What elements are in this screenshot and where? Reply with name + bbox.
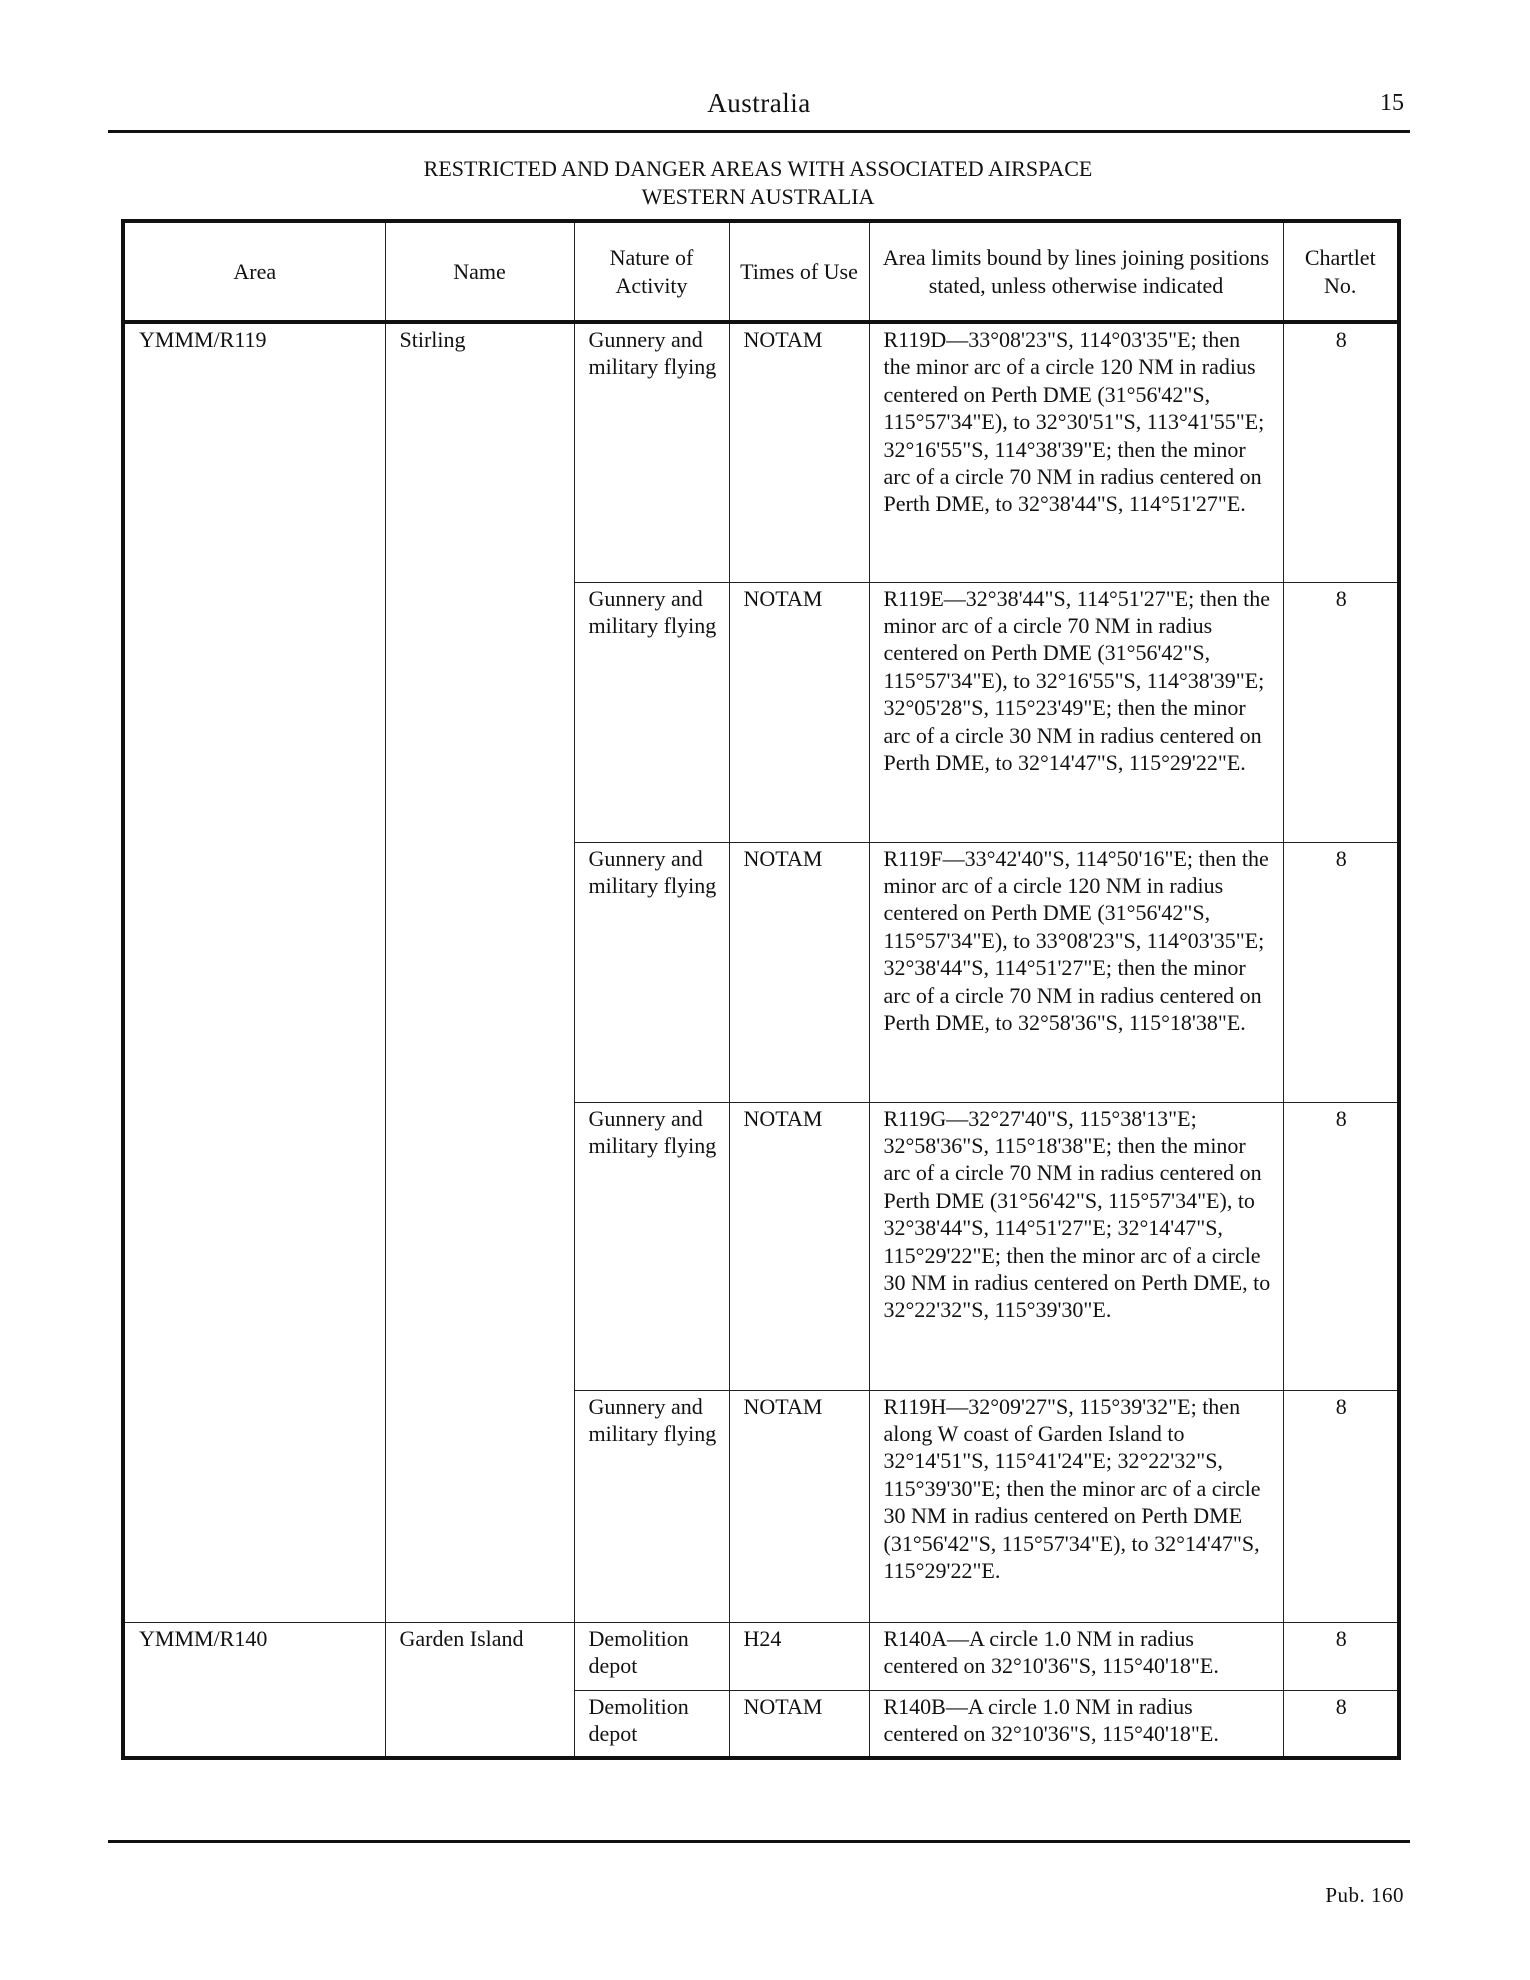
activity-cell: Gunnery and military flying	[574, 1102, 729, 1390]
column-header-times: Times of Use	[729, 221, 869, 322]
publication-label: Pub. 160	[1325, 1883, 1404, 1907]
table-row	[123, 1622, 1399, 1690]
column-header-area: Area	[123, 221, 385, 322]
page-number: 15	[1380, 90, 1404, 116]
times-cell: NOTAM	[729, 1390, 869, 1622]
times-cell: NOTAM	[729, 582, 869, 842]
chartlet-cell: 8	[1283, 322, 1399, 582]
restricted-areas-table	[121, 219, 1401, 1760]
chartlet-cell: 8	[1283, 1102, 1399, 1390]
times-cell: NOTAM	[729, 322, 869, 582]
name-cell: Stirling	[385, 322, 574, 1622]
chartlet-cell: 8	[1283, 582, 1399, 842]
limits-cell: R140A—A circle 1.0 NM in radius centered on 32°10'36"S, 115°40'18"E.	[869, 1622, 1283, 1690]
limits-cell: R119E—32°38'44"S, 114°51'27"E; then the minor arc of a circle 70 NM in radius centered on Perth DME (31°56'42"S, 115°57'34"E), to 32°16'55"S, 114°38'39"E; 32°05'28"S, 115°23'49"E; then the minor arc of a circle 30 NM in radius centered on Perth DME, to 32°14'47"S, 115°29'22"E.	[869, 582, 1283, 842]
table-header	[123, 221, 1399, 322]
limits-cell: R119H—32°09'27"S, 115°39'32"E; then along W coast of Garden Island to 32°14'51"S, 115°41'24"E; 32°22'32"S, 115°39'30"E; then the minor arc of a circle 30 NM in radius centered on Perth DME (31°56'42"S, 115°57'34"E), to 32°14'47"S, 115°29'22"E.	[869, 1390, 1283, 1622]
times-cell: NOTAM	[729, 1102, 869, 1390]
area-cell: YMMM/R119	[123, 322, 385, 1622]
table-heading-line-1: RESTRICTED AND DANGER AREAS WITH ASSOCIATED AIRSPACE	[423, 156, 1093, 181]
activity-cell: Gunnery and military flying	[574, 842, 729, 1102]
table-row	[123, 322, 1399, 582]
column-header-chartlet: Chartlet No.	[1283, 221, 1399, 322]
activity-cell: Gunnery and military flying	[574, 1390, 729, 1622]
table-heading	[120, 155, 1396, 211]
times-cell: H24	[729, 1622, 869, 1690]
activity-cell: Demolition depot	[574, 1622, 729, 1690]
area-cell: YMMM/R140	[123, 1622, 385, 1758]
table-heading-line-2: WESTERN AUSTRALIA	[641, 184, 875, 209]
times-cell: NOTAM	[729, 842, 869, 1102]
table-body	[123, 322, 1399, 1758]
activity-cell: Gunnery and military flying	[574, 582, 729, 842]
page-title: Australia	[707, 88, 811, 118]
chartlet-cell: 8	[1283, 1690, 1399, 1758]
page-footer	[108, 1840, 1410, 1907]
limits-cell: R119D—33°08'23"S, 114°03'35"E; then the minor arc of a circle 120 NM in radius centered on Perth DME (31°56'42"S, 115°57'34"E), to 32°30'51"S, 113°41'55"E; 32°16'55"S, 114°38'39"E; then the minor arc of a circle 70 NM in radius centered on Perth DME, to 32°38'44"S, 114°51'27"E.	[869, 322, 1283, 582]
activity-cell: Gunnery and military flying	[574, 322, 729, 582]
column-header-limits: Area limits bound by lines joining positions stated, unless otherwise indicated	[869, 221, 1283, 322]
times-cell: NOTAM	[729, 1690, 869, 1758]
limits-cell: R119G—32°27'40"S, 115°38'13"E; 32°58'36"S, 115°18'38"E; then the minor arc of a circle 70 NM in radius centered on Perth DME (31°56'42"S, 115°57'34"E), to 32°38'44"S, 114°51'27"E; 32°14'47"S, 115°29'22"E; then the minor arc of a circle 30 NM in radius centered on Perth DME, to 32°22'32"S, 115°39'30"E.	[869, 1102, 1283, 1390]
limits-cell: R119F—33°42'40"S, 114°50'16"E; then the minor arc of a circle 120 NM in radius centered on Perth DME (31°56'42"S, 115°57'34"E), to 33°08'23"S, 114°03'35"E; 32°38'44"S, 114°51'27"E; then the minor arc of a circle 70 NM in radius centered on Perth DME, to 32°58'36"S, 115°18'38"E.	[869, 842, 1283, 1102]
page-header	[108, 82, 1410, 133]
column-header-activity: Nature of Activity	[574, 221, 729, 322]
chartlet-cell: 8	[1283, 1390, 1399, 1622]
chartlet-cell: 8	[1283, 1622, 1399, 1690]
limits-cell: R140B—A circle 1.0 NM in radius centered on 32°10'36"S, 115°40'18"E.	[869, 1690, 1283, 1758]
column-header-name: Name	[385, 221, 574, 322]
chartlet-cell: 8	[1283, 842, 1399, 1102]
name-cell: Garden Island	[385, 1622, 574, 1758]
activity-cell: Demolition depot	[574, 1690, 729, 1758]
